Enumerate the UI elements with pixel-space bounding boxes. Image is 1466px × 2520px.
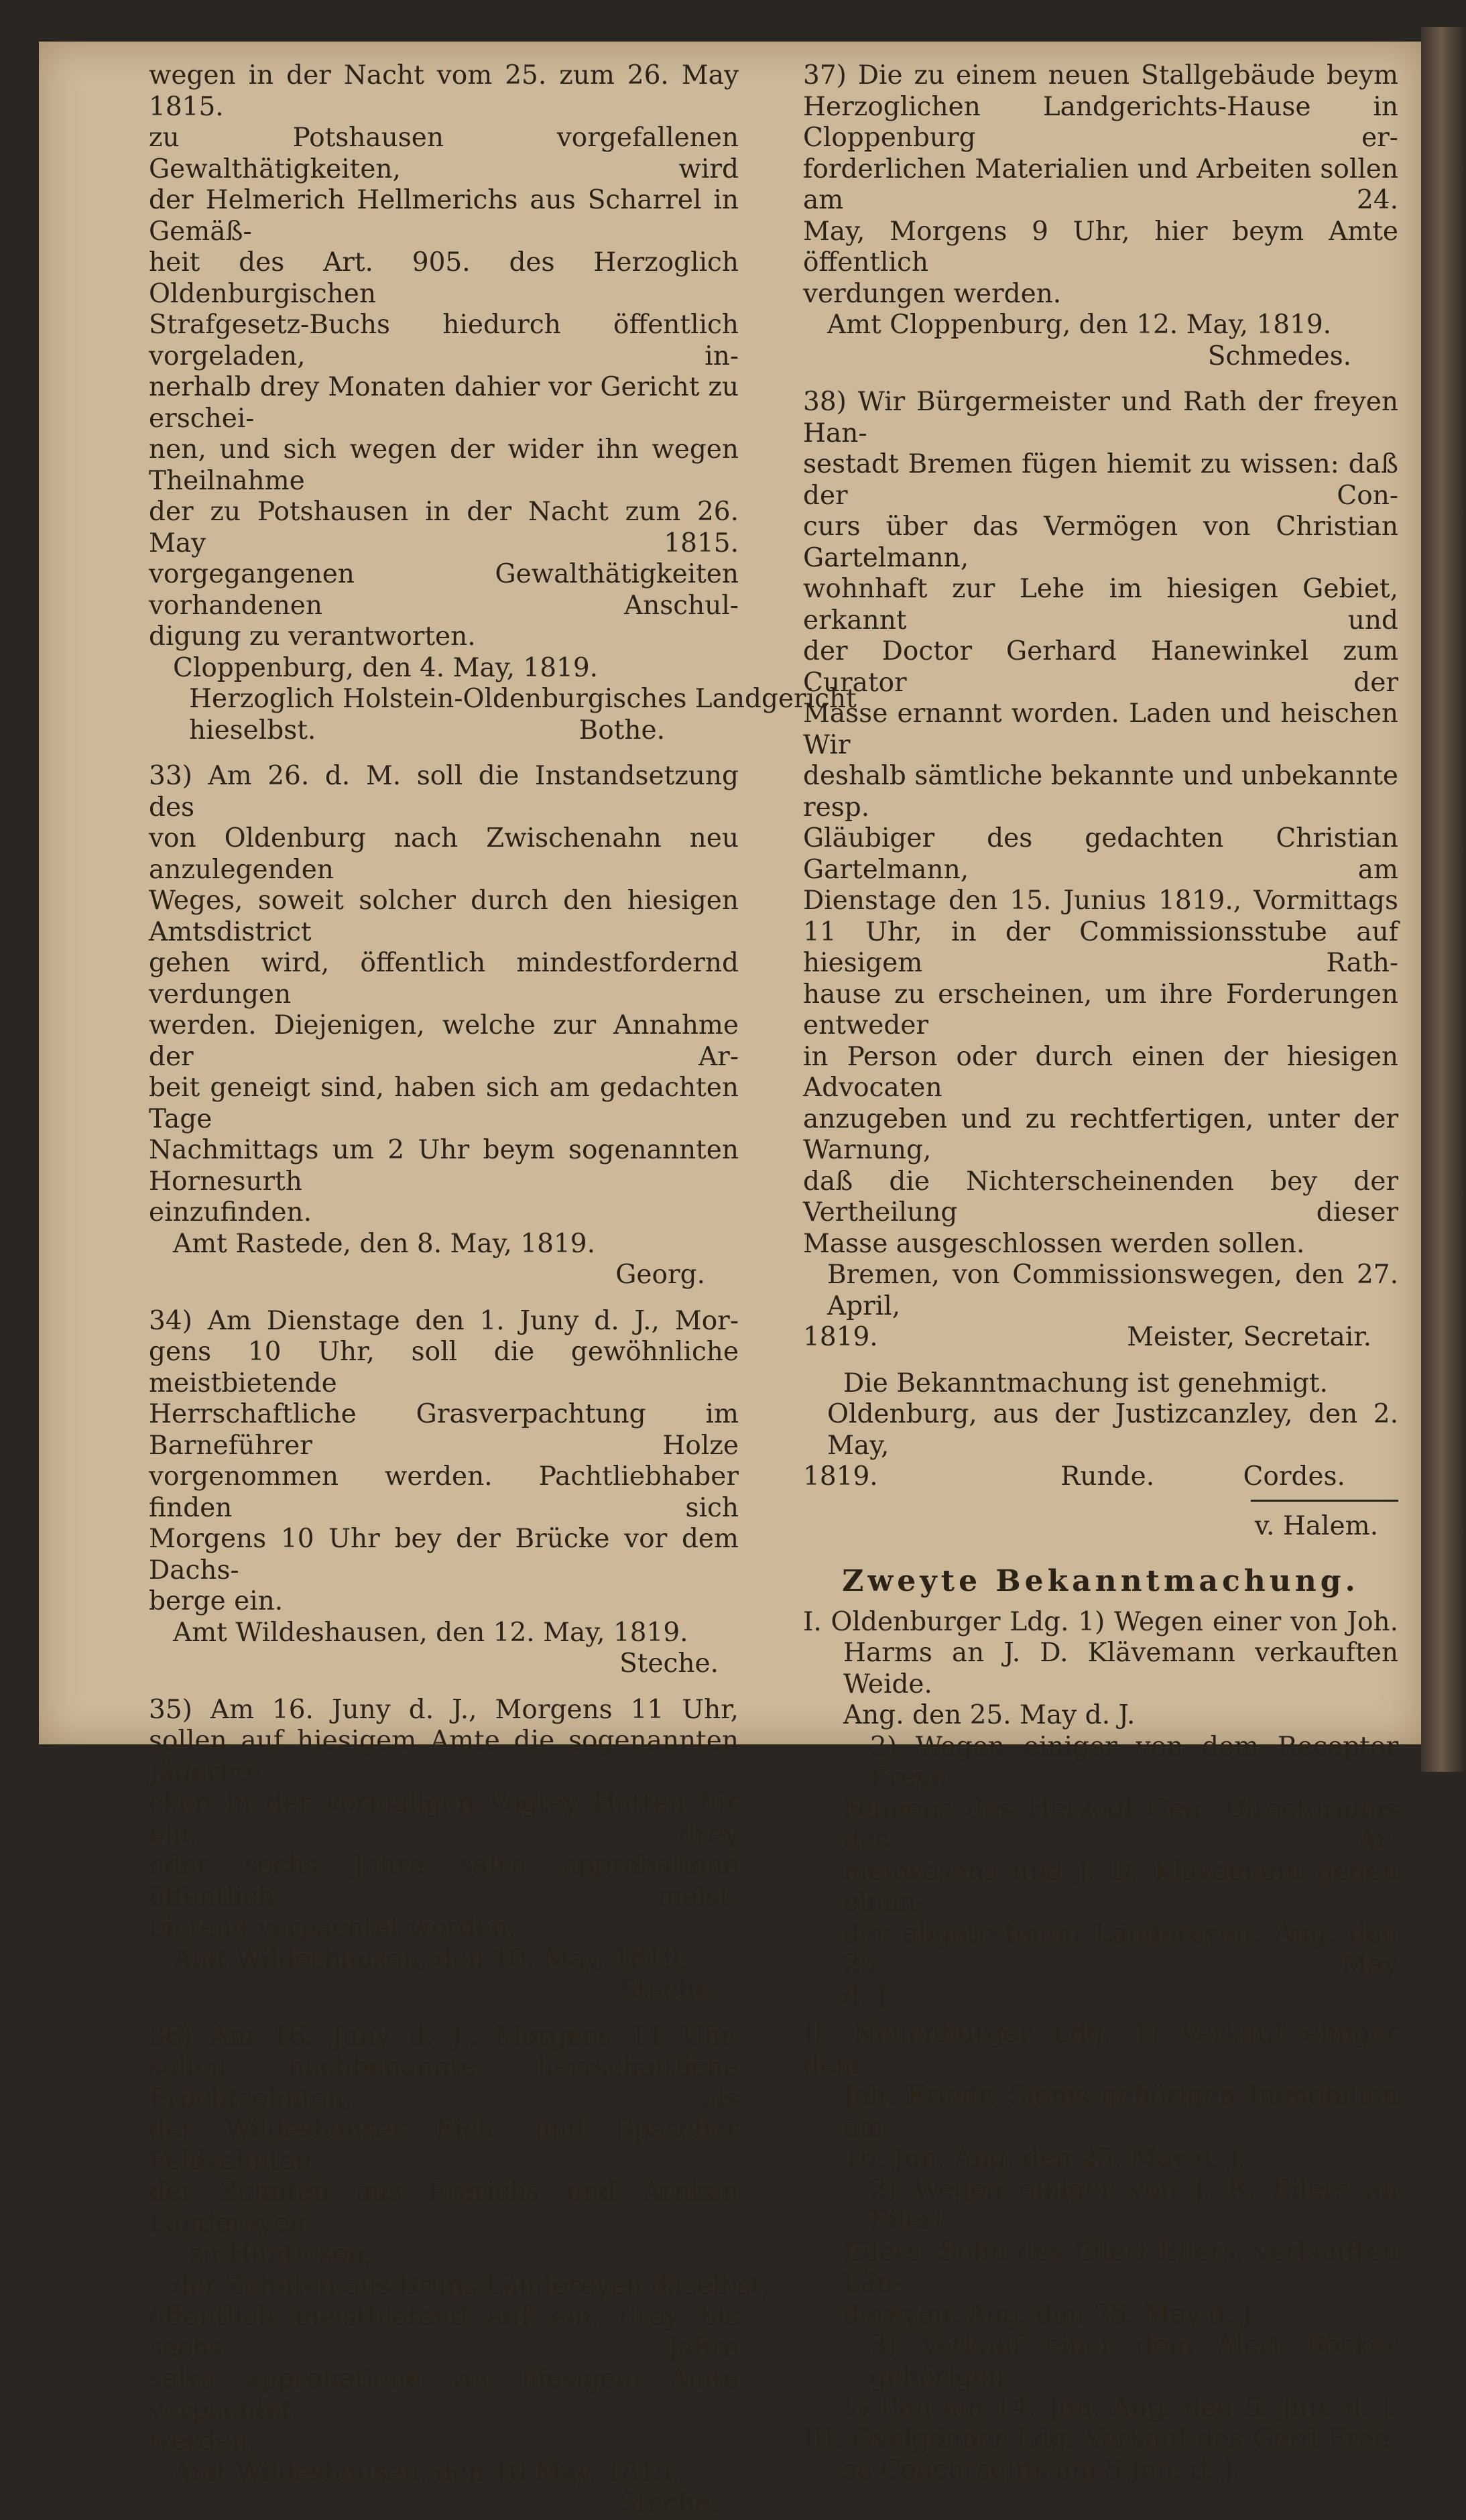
text-line: 2) Wegen einiger von dem Receptor Freye <box>870 1731 1398 1793</box>
text-line: 38) Wir Bürgermeister und Rath der freyen Han- <box>803 387 1398 448</box>
text-line: d. J. <box>843 1980 894 2011</box>
text-line: nen, und sich wegen der wider ihn wegen Theilnahme <box>149 434 739 496</box>
text-line: Weges, soweit solcher durch den hiesigen Amtsdistrict <box>149 886 739 947</box>
signature: Steche. <box>619 2488 719 2519</box>
text-line: curs über das Vermögen von Christian Gartelmann, <box>803 512 1398 573</box>
text-line: verdungen werden. <box>803 278 1062 309</box>
text-line: Dienstage den 15. Junius 1819., Vormittags <box>803 886 1398 916</box>
court-name-cont: hieselbst. <box>189 715 316 745</box>
text-line: ¼ Bau am 14. Jun. Ang. den 5. Jun. d. J. <box>843 2393 1398 2423</box>
text-line: hause zu erscheinen, um ihre Forderungen entweder <box>803 979 1398 1040</box>
notice-32 <box>149 60 857 746</box>
place-date: Amt Wildeshausen, den 10. May, 1819. <box>173 1943 688 1974</box>
text-line: salva approbatione vor hiesigem Amte verpachtet <box>149 2364 739 2425</box>
text-line: 33) Am 26. d. M. soll die Instandsetzung des <box>149 761 739 823</box>
text-line: Joh. Friedr. Siems gehörigen Immobilien am <box>843 2081 1398 2143</box>
text-line: werden. Diejenigen, welche zur Annahme der Ar- <box>149 1010 739 1072</box>
text-line: forderlichen Materialien und Arbeiten sollen am 24. <box>803 154 1398 215</box>
text-line: beit geneigt sind, haben sich am gedachten Tage <box>149 1073 739 1134</box>
text-line: II. Neuenburger Ldg. 1) Verkauf einiger dem <box>803 2019 1398 2080</box>
text-line: in Person oder durch einen der hiesigen Advocaten <box>803 1041 1398 1103</box>
place-date: Oldenburg, aus der Justizcanzley, den 2. May, <box>827 1399 1398 1461</box>
signature: v. Halem. <box>1254 1510 1378 1541</box>
text-line: der Helmerich Hellmerichs aus Scharrel in Gemäß- <box>149 185 739 247</box>
year: 1819. <box>803 1322 878 1352</box>
signature-row <box>803 1461 1398 1493</box>
signature-row <box>149 715 739 747</box>
text-line: daß die Nichterscheinenden bey der Vertheilung dieser <box>803 1166 1398 1227</box>
text-line: Strafgesetz-Buchs hiedurch öffentlich vorgeladen, in- <box>149 310 739 371</box>
text-line: der Doctor Gerhard Hanewinkel zum Curator der <box>803 636 1398 698</box>
text-line: se Concursguts am 5 Jun. d. J. <box>843 2455 1241 2485</box>
place-date: Amt Wildeshausen, den 12. May, 1819. <box>173 1617 688 1648</box>
notice-38 <box>803 387 1398 1354</box>
text-line: Masse ernannt worden. Laden und heischen Wir <box>803 699 1398 760</box>
text-line: 16. Jun. Ang. den 25. May d. J. <box>843 2143 1246 2173</box>
text-line: zu Potshausen vorgefallenen Gewalthätigkeiten, wird <box>149 123 739 184</box>
text-line: 2) Wegen einiger von J. R. Eilers an Eilert <box>870 2174 1398 2236</box>
text-line: sollen auf hiesigem Amte die sogenannten Jägerho- <box>149 1726 739 1787</box>
text-line: bietend verpachtet werden. <box>149 1913 517 1943</box>
text-line: 35) Am 16. Juny d. J., Morgens 11 Uhr, <box>149 1694 739 1725</box>
text-line: menwesens und J. D. Klävemann gegen einan- <box>843 1856 1398 1917</box>
text-line: 3) Verkauf einer dem Alert Böcker gehörigen <box>870 2330 1398 2392</box>
text-line: vorgegangenen Gewalthätigkeiten vorhandenen Anschul- <box>149 559 739 621</box>
text-line: der Wildeshauser Eich- und Spascher Feldzehnten, <box>149 2114 739 2176</box>
text-line: vorgenommen werden. Pachtliebhaber finden sich <box>149 1461 739 1523</box>
section-heading: Zweyte Bekanntmachung. <box>842 1564 1359 1598</box>
text-line: sollen nachbenannte herrschaftliche Fruchtzehnten, als <box>149 2052 739 2114</box>
text-line: der zu Potshausen in der Nacht zum 26. May 1815. <box>149 497 739 558</box>
notice-34 <box>149 1306 739 1680</box>
text-line: einzufinden. <box>149 1197 312 1227</box>
signature: Cordes. <box>1243 1461 1345 1492</box>
year: 1819. <box>803 1461 878 1492</box>
text-line: Namens des Herzogl Gen. Directoriums des Ar- <box>843 1793 1398 1855</box>
right-column <box>803 60 1398 2486</box>
place-date: Amt Cloppenburg, den 12. May, 1819. <box>827 310 1332 340</box>
text-line: dereyen. Ang. den 25. May d. J. <box>843 2299 1260 2330</box>
notice-33 <box>149 761 739 1291</box>
text-line: I. Oldenburger Ldg. 1) Wegen einer von Joh. <box>803 1606 1398 1637</box>
text-line: heit des Art. 905. des Herzoglich Oldenburgischen <box>149 247 739 309</box>
text-line: III. Ovelgönner Ldg. Verkauf des Gerd Free- <box>803 2423 1398 2454</box>
approval-text: Die Bekanntmachung ist genehmigt. <box>843 1368 1328 1398</box>
text-line: Harms an J. D. Klävemann verkauften Weide. <box>843 1638 1398 1699</box>
text-line: gehen wird, öffentlich mindestfordernd verdungen <box>149 948 739 1010</box>
signature: Runde. <box>1060 1461 1155 1492</box>
text-line: wegen in der Nacht vom 25. zum 26. May 1815. <box>149 60 739 122</box>
text-line: 11 Uhr, in der Commissionsstube auf hiesigem Rath- <box>803 916 1398 978</box>
signature-row <box>803 1322 1398 1354</box>
signature: Steche. <box>619 1648 719 1679</box>
signature: Steche. <box>619 1975 719 2005</box>
text-line: der Zehnten aus Frerichs und Arnken Ländereyen <box>149 2177 739 2238</box>
place-date: Bremen, von Commissionswegen, den 27. April, <box>827 1260 1398 1321</box>
section-2 <box>803 2019 1398 2424</box>
text-line: May, Morgens 9 Uhr, hier beym Amte öffentlich <box>803 216 1398 278</box>
place-date: Amt Rastede, den 8. May, 1819. <box>173 1228 595 1259</box>
text-line: Eilers, Sohn des Eilert Eilers, verkauften Län- <box>843 2236 1398 2298</box>
court-name: Herzoglich Holstein-Oldenburgisches Landgericht <box>189 684 857 714</box>
notice-35 <box>149 1695 739 2006</box>
book-spine <box>1421 27 1466 1772</box>
section-3 <box>803 2424 1398 2486</box>
text-line: werden. <box>149 2426 257 2456</box>
text-line: von Oldenburg nach Zwischenahn neu anzulegenden <box>149 823 739 885</box>
text-line: der Zehnten aus Bruns Ländereyen daselbst, <box>173 2270 770 2301</box>
signature: Meister, Secretair. <box>1127 1322 1371 1352</box>
divider-rule <box>1251 1500 1398 1502</box>
text-line: cken in der vormaligen Vogtey Hatten für ein, drey <box>149 1788 739 1850</box>
signature: Georg. <box>615 1260 705 1290</box>
text-line: Morgens 10 Uhr bey der Brücke vor dem Dachs- <box>149 1524 739 1585</box>
text-line: 37) Die zu einem neuen Stallgebäude beym <box>803 60 1398 91</box>
text-line: sestadt Bremen fügen hiemit zu wissen: daß der Con- <box>803 449 1398 511</box>
text-line: Ang. den 25. May d. J. <box>843 1700 1136 1730</box>
text-line: Masse ausgeschlossen werden sollen. <box>803 1228 1305 1259</box>
text-line: 36) Am 16. Juny d. J., Morgens 11 Uhr, <box>149 2021 739 2051</box>
text-line: Herzoglichen Landgerichts-Hause in Cloppenburg er- <box>803 91 1398 153</box>
text-line: gens 10 Uhr, soll die gewöhnliche meistbietende <box>149 1337 739 1398</box>
text-line: zu Huntlosen, <box>189 2239 373 2269</box>
left-column <box>149 60 857 2520</box>
text-line: der abgetretenen Ländereyen. Ang. den 25. May <box>843 1918 1398 1980</box>
text-line: oder sechs Jahre salva approbatione öffentlich meist- <box>149 1850 739 1912</box>
text-line: öffentlich meistbietend auf ein, drey bis sechs Jahre <box>149 2301 739 2363</box>
text-line: 34) Am Dienstage den 1. Juny d. J., Mor- <box>149 1305 739 1336</box>
place-date: Amt Wildeshausen, den 10 May, 1819. <box>173 2457 680 2488</box>
notice-37 <box>803 60 1398 372</box>
text-line: Herrschaftliche Grasverpachtung im Barneführer Holze <box>149 1399 739 1461</box>
text-line: Nachmittags um 2 Uhr beym sogenannten Hornesurth <box>149 1135 739 1197</box>
text-line: deshalb sämtliche bekannte und unbekannte resp. <box>803 761 1398 823</box>
section-1 <box>803 1607 1398 2013</box>
place-date: Cloppenburg, den 4. May, 1819. <box>173 652 599 683</box>
text-line: nerhalb drey Monaten dahier vor Gericht zu erschei- <box>149 372 739 434</box>
text-line: digung zu verantworten. <box>149 621 476 652</box>
signature: Bothe. <box>578 715 665 745</box>
text-line: Gläubiger des gedachten Christian Gartelmann, am <box>803 823 1398 885</box>
text-line: wohnhaft zur Lehe im hiesigen Gebiet, erkannt und <box>803 574 1398 636</box>
text-line: anzugeben und zu rechtfertigen, unter der Warnung, <box>803 1103 1398 1165</box>
approval <box>803 1368 1398 1543</box>
signature: Schmedes. <box>1207 341 1351 371</box>
notice-36 <box>149 2021 770 2520</box>
text-line: berge ein. <box>149 1586 284 1616</box>
